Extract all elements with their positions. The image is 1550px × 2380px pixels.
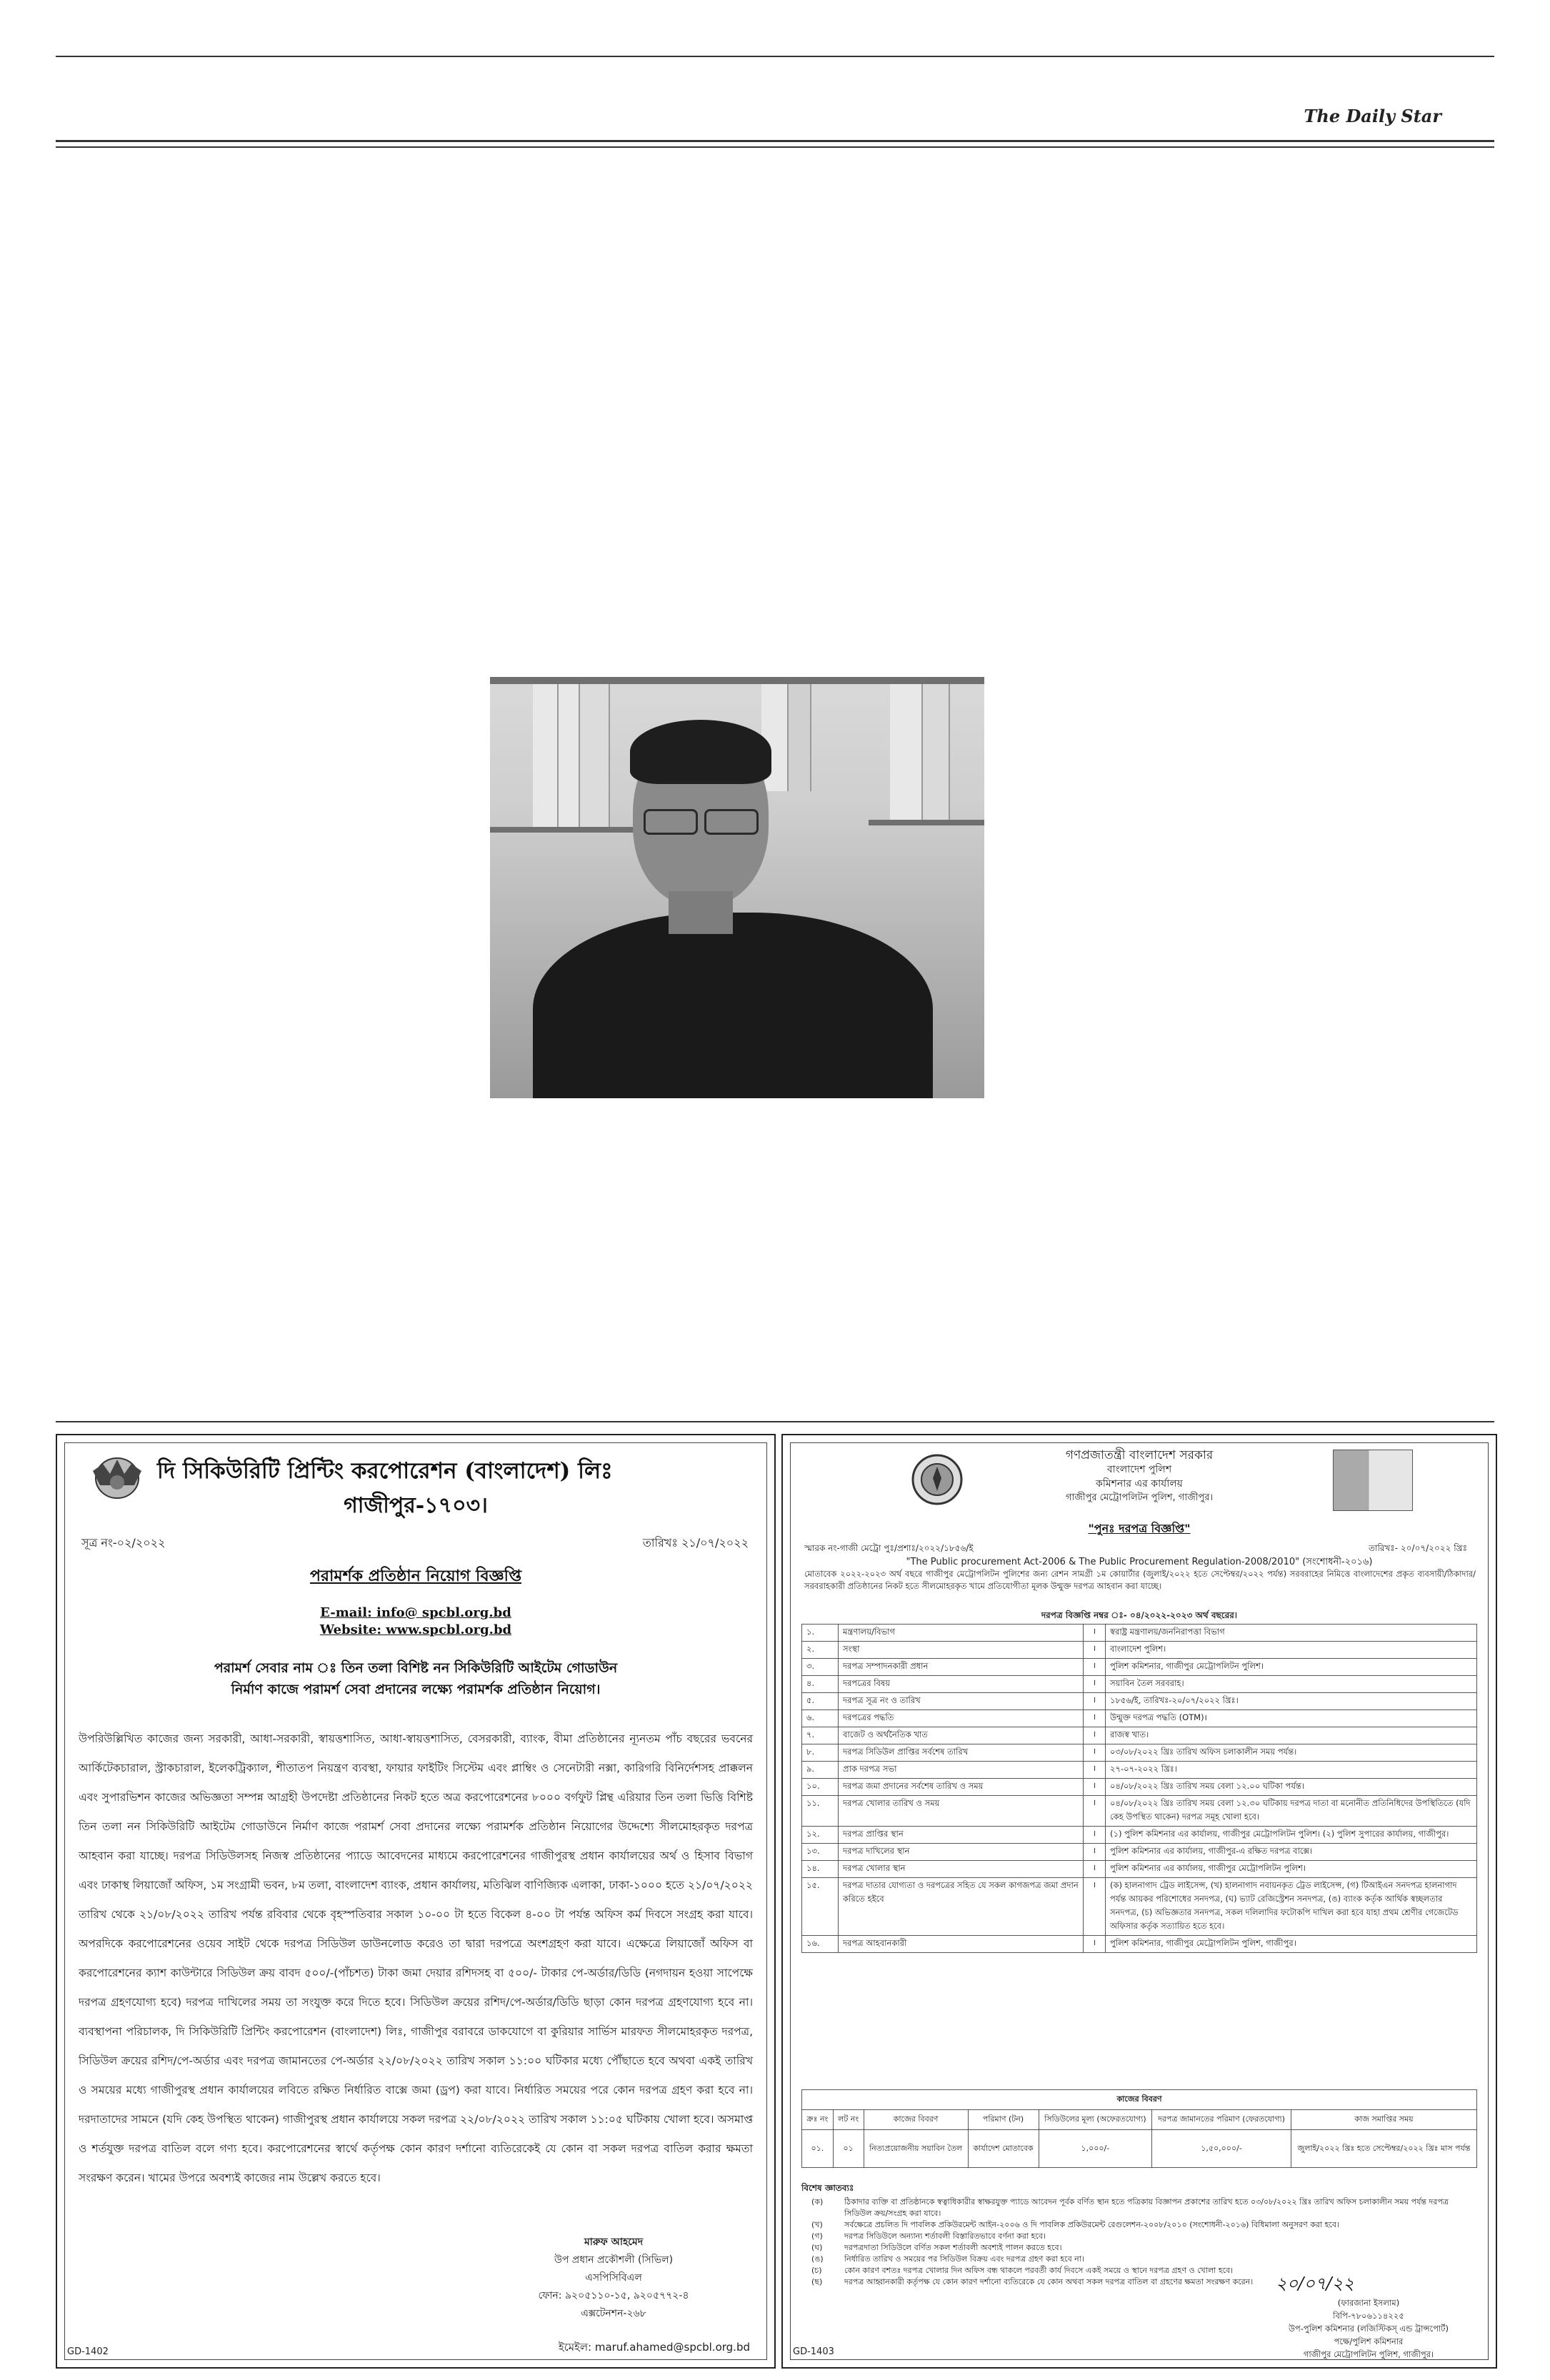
row-value: রাজস্ব খাত। xyxy=(1106,1727,1477,1744)
notice-intro: মোতাবেক ২০২২-২০২৩ অর্থ বছরে গাজীপুর মেট্রোপলিটন পুলিশের জন্য রেশন সামগ্রী ১ম কোয়ার্টার (জুলাই/২০২২ হতে সেপ্টেম্বর/২০২২ পর্যন্ত) সরবরাহের নিমিত্তে বাংলাদেশের প্রকৃত ব্যবসায়ী/ঠিকাদার/সরবরাহকারী প্রতিষ্ঠানের নিকট হতে সীলমোহরকৃত খামে প্রতিযোগীতা মূলক উন্মুক্ত দরপত্র আহবান করা যাচ্ছে। xyxy=(804,1569,1476,1591)
signatory-org: এসপিসিবিএল xyxy=(585,2272,642,2284)
note-item xyxy=(811,2196,1476,2219)
row-value: ০৩/০৮/২০২২ খ্রিঃ তারিখ অফিস চলাকালীন সময় পর্যন্ত। xyxy=(1106,1744,1477,1762)
note-key: (ঘ) xyxy=(811,2243,823,2252)
row-value: সয়াবিন তৈল সরবরাহ। xyxy=(1106,1676,1477,1693)
row-sep: । xyxy=(1084,1878,1106,1936)
row-sep: । xyxy=(1084,1642,1106,1659)
tender-row xyxy=(802,1642,1477,1659)
notice-title: "পুনঃ দরপত্র বিজ্ঞপ্তি" xyxy=(1088,1522,1191,1535)
gov-header-line4: গাজীপুর মেট্রোপলিটন পুলিশ, গাজীপুর। xyxy=(1065,1492,1214,1503)
service-name-line1: পরামর্শ সেবার নাম ঃ তিন তলা বিশিষ্ট নন সিকিউরিটি আইটেম গোডাউন xyxy=(214,1660,618,1676)
note-text: দরপত্র আহ্বানকারী কর্তৃপক্ষ যে কোন কারণ দর্শানো ব্যতিরেকে যে কোন অথবা সকল দরপত্র বাতিল বা গ্রহণের ক্ষমতা সংরক্ষণ করেন। xyxy=(844,2277,1254,2286)
row-value: পুলিশ কমিশনার, গাজীপুর মেট্রোপলিটন পুলিশ। xyxy=(1106,1659,1477,1676)
row-number: ৪. xyxy=(802,1676,839,1693)
tender-row xyxy=(802,1936,1477,1953)
signatory-bp: বিপি-৭৮০৬১১৪২২৫ xyxy=(1333,2311,1404,2321)
tender-row xyxy=(802,1844,1477,1861)
top-rule xyxy=(56,56,1494,57)
row-number: ৯. xyxy=(802,1762,839,1779)
signatory-onbehalf: পক্ষে/পুলিশ কমিশনার xyxy=(1334,2336,1404,2346)
tender-row xyxy=(802,1779,1477,1796)
note-item xyxy=(811,2265,1476,2276)
person-photo-icon xyxy=(490,677,984,1098)
notice-date: তারিখঃ- ২০/০৭/২০২২ খ্রিঃ xyxy=(1368,1543,1467,1553)
items-header-cell: কাজের বিবরণ xyxy=(864,2110,968,2130)
row-sep: । xyxy=(1084,1727,1106,1744)
row-label: দরপত্র প্রাপ্তির স্থান xyxy=(839,1827,1084,1844)
note-text: সর্বক্ষেত্রে প্রচলিত দি পাবলিক প্রকিউরমেন্ট আইন-২০০৬ ও দি পাবলিক প্রকিউরমেন্ট রেগুলেশন-২০০৮/২০১০ (সংশোধনী-২০১৬) বিধিমালা অনুসরণ করা হবে। xyxy=(844,2220,1339,2229)
contact-website: Website: www.spcbl.org.bd xyxy=(319,1622,512,1637)
note-key: (ছ) xyxy=(811,2277,823,2286)
row-label: দরপত্র সম্পাদনকারী প্রধান xyxy=(839,1659,1084,1676)
memo-number: স্মারক নং-গাজী মেট্রো পুঃ/প্রশাঃ/২০২২/১৮৫৬/ই xyxy=(804,1543,974,1553)
row-value: পুলিশ কমিশনার এর কার্যালয়, গাজীপুর মেট্রোপলিটন পুলিশ। xyxy=(1106,1861,1477,1878)
ref-number: সূত্র নং-০২/২০২২ xyxy=(81,1536,166,1550)
row-sep: । xyxy=(1084,1659,1106,1676)
row-value: পুলিশ কমিশনার এর কার্যালয়, গাজীপুর-এ রক্ষিত দরপত্র বাক্সে। xyxy=(1106,1844,1477,1861)
items-cell: ০১. xyxy=(802,2130,834,2168)
notice-body: উপরিউল্লিখিত কাজের জন্য সরকারী, আধা-সরকারী, স্বায়ত্তশাসিত, আধা-স্বায়ত্তশাসিত, বেসরকারী, ব্যাংক, বীমা প্রতিষ্ঠানের ন্যূনতম পাঁচ বছরের ভবনের আর্কিটেকচারাল, স্ট্রাকচারাল, ইলেকট্রিক্যাল, শীতাতপ নিয়ন্ত্রণ ব্যবস্থা, ফায়ার ফাইটিং সিস্টেম এবং প্লাম্বিং ও সেনেটারী নক্সা, কারিগরি বিনির্দেশসহ প্রাক্কলন এবং সুপারভিশন কাজের অভিজ্ঞতা সম্পন্ন আগ্রহী উপদেষ্টা প্রতিষ্ঠানের নিকট হতে অত্র করপোরেশনের ৮০০০ বর্গফুট প্লিন্থ এরিয়ার তিন তলা ভিত্তি বিশিষ্ট তিন তলা নন সিকিউরিটি আইটেম গোডাউনে নির্মাণ কাজে পরামর্শ সেবা প্রদানের লক্ষ্যে পরামর্শক প্রতিষ্ঠান নিয়োগের উদ্দেশ্যে সীলমোহরকৃত দরপত্র আহবান করা যাচ্ছে। দরপত্র সিডিউলসহ নিজস্ব প্রতিষ্ঠানের প্যাডে আবেদনের মাধ্যমে করপোরেশনের গাজীপুরস্থ প্রধান কার্যালয়ের অর্থ ও হিসাব বিভাগ এবং ঢাকাস্থ লিয়াজোঁ অফিস, ১ম সংগ্রামী ভবন, ৮ম তলা, বাংলাদেশ ব্যাংক, প্রধান কার্যালয়, মতিঝিল বাণিজ্যিক এলাকা, ঢাকা-১০০০ হতে ২১/০৭/২০২২ তারিখ থেকে ২১/০৮/২০২২ তারিখ পর্যন্ত রবিবার থেকে বৃহস্পতিবার সকাল ১০-০০ টা হতে বিকেল ৪-০০ টা পর্যন্ত অফিস কর্ম দিবসে সংগ্রহ করা যাবে। অপরদিকে করপোরেশনের ওয়েব সাইট থেকে দরপত্র সিডিউল ডাউনলোড করেও তা দ্বারা দরপত্রে অংশগ্রহণ করা যাবে। এক্ষেত্রে লিয়াজোঁ অফিস বা করপোরেশনের ক্যাশ কাউন্টারে সিডিউল ক্রয় বাবদ ৫০০/-(পাঁচশত) টাকা জমা দেয়ার রশিদসহ বা ৫০০/- টাকার পে-অর্ডার/ডিডি (নগদায়ন হওয়া সাপেক্ষে দরপত্র গ্রহণযোগ্য হবে) দরপত্র দাখিলের সময় তা সংযুক্ত করে দিতে হবে। সিডিউল ক্রয়ের রশিদ/পে-অর্ডার/ডিডি ছাড়া কোন দরপত্র গ্রহণযোগ্য হবে না। ব্যবস্থাপনা পরিচালক, দি সিকিউরিটি প্রিন্টিং করপোরেশন (বাংলাদেশ) লিঃ, গাজীপুর বরাবরে ডাকযোগে বা কুরিয়ার সার্ভিস মারফত সীলমোহরকৃত দরপত্র, সিডিউল ক্রয়ের রশিদ/পে-অর্ডার এবং দরপত্র জামানতের পে-অর্ডার ২২/০৮/২০২২ তারিখ সকাল ১১:০০ ঘটিকার মধ্যে পৌঁছাতে হবে অথবা একই তারিখ ও সময়ের মধ্যে গাজীপুরস্থ প্রধান কার্যালয়ের লবিতে রক্ষিত নির্ধারিত বাক্সে জমা (ড্রপ) করা যাবে। নির্ধারিত সময়ের পরে কোন দরপত্র গ্রহণ করা হবে না। দরদাতাদের সামনে (যদি কেহ উপস্থিত থাকেন) গাজীপুরস্থ প্রধান কার্যালয়ে সকল দরপত্র ২২/০৮/২০২২ তারিখ সকাল ১১:০৫ ঘটিকায় খোলা হবে। অসমাপ্ত ও শর্তযুক্ত দরপত্র বাতিল বলে গণ্য হবে। করপোরেশনের স্বার্থে কর্তৃপক্ষ কোন কারণ দর্শানো ব্যতিরেকেই যে কোন বা সকল দরপত্র বাতিল করার ক্ষমতা সংরক্ষণ করেন। খামের উপরে অবশ্যই কাজের নাম উল্লেখ করতে হবে। xyxy=(79,1732,753,2184)
row-sep: । xyxy=(1084,1779,1106,1796)
org-title: দি সিকিউরিটি প্রিন্টিং করপোরেশন (বাংলাদেশ) লিঃ xyxy=(157,1458,613,1484)
row-sep: । xyxy=(1084,1710,1106,1727)
row-value: স্বরাষ্ট্র মন্ত্রণালয়/জননিরাপত্তা বিভাগ xyxy=(1106,1625,1477,1642)
gov-header-line1: গণপ্রজাতন্ত্রী বাংলাদেশ সরকার xyxy=(1065,1448,1214,1462)
tender-row xyxy=(802,1796,1477,1827)
row-number: ৫. xyxy=(802,1693,839,1710)
work-items-table xyxy=(801,2089,1477,2168)
row-value: ১৮৫৬/ই, তারিখঃ-২০/০৭/২০২২ খ্রিঃ। xyxy=(1106,1693,1477,1710)
signatory-extension: এক্সটেনশন-২৬৮ xyxy=(581,2308,646,2319)
items-cell: ১,০০০/- xyxy=(1039,2130,1152,2168)
row-number: ১১. xyxy=(802,1796,839,1827)
notes-list xyxy=(811,2196,1476,2288)
row-sep: । xyxy=(1084,1844,1106,1861)
tender-row xyxy=(802,1762,1477,1779)
tender-notice-right xyxy=(781,1434,1497,2369)
header-rule-bottom xyxy=(56,146,1494,148)
signatory-block xyxy=(496,2234,731,2323)
row-number: ১৫. xyxy=(802,1878,839,1936)
tender-row xyxy=(802,1710,1477,1727)
row-label: দরপত্রের বিষয় xyxy=(839,1676,1084,1693)
note-item xyxy=(811,2231,1476,2242)
row-value: পুলিশ কমিশনার, গাজীপুর মেট্রোপলিটন পুলিশ, গাজীপুর। xyxy=(1106,1936,1477,1953)
row-label: প্রাক দরপত্র সভা xyxy=(839,1762,1084,1779)
items-cell: নিত্যপ্রয়োজনীয় সয়াবিন তৈল xyxy=(864,2130,968,2168)
items-header-cell: কাজ সমাপ্তির সময় xyxy=(1291,2110,1476,2130)
row-value: ০৪/০৮/২০২২ খ্রিঃ তারিখ সময় বেলা ১২.০০ ঘটিকা পর্যন্ত। xyxy=(1106,1779,1477,1796)
note-key: (গ) xyxy=(811,2231,823,2241)
note-key: (ক) xyxy=(811,2197,824,2206)
notice-date: তারিখঃ ২১/০৭/২০২২ xyxy=(642,1536,749,1550)
notes-title: বিশেষ জ্ঞাতব্যঃ xyxy=(801,2183,854,2193)
row-number: ১৩. xyxy=(802,1844,839,1861)
tender-row xyxy=(802,1827,1477,1844)
row-label: দরপত্র খোলার স্থান xyxy=(839,1861,1084,1878)
row-number: ১২. xyxy=(802,1827,839,1844)
items-caption: কাজের বিবরণ xyxy=(802,2090,1477,2110)
row-label: দরপত্র সিডিউল প্রাপ্তির সর্বশেষ তারিখ xyxy=(839,1744,1084,1762)
items-header-cell: দরপত্র জামানতের পরিমাণ (ফেরতযোগ্য) xyxy=(1152,2110,1291,2130)
signatory-block xyxy=(1254,2296,1483,2361)
row-sep: । xyxy=(1084,1827,1106,1844)
items-cell: জুলাই/২০২২ খ্রিঃ হতে সেপ্টেম্বর/২০২২ খ্রিঃ মাস পর্যন্ত xyxy=(1291,2130,1476,2168)
row-number: ১৬. xyxy=(802,1936,839,1953)
handwritten-signature: ২০/০৭/২২ xyxy=(1276,2274,1354,2294)
items-cell: কার্যাদেশ মোতাবেক xyxy=(968,2130,1039,2168)
row-sep: । xyxy=(1084,1676,1106,1693)
signatory-phone: ফোন: ৯২০৫১১০-১৫, ৯২০৫৭৭২-৪ xyxy=(538,2290,689,2301)
row-label: দরপত্র দাতার যোগ্যতা ও দরপত্রের সহিত যে সকল কাগজপত্র জমা প্রদান করিতে হইবে xyxy=(839,1878,1084,1936)
tender-details-table xyxy=(801,1624,1477,1953)
signatory-office: গাজীপুর মেট্রোপলিটন পুলিশ, গাজীপুর। xyxy=(1303,2349,1434,2359)
note-text: কোন কারণ বশতঃ দরপত্র খোলার দিন অফিস বন্ধ থাকলে পরবর্তী কার্য দিবসে একই সময়ে ও স্থানে দরপত্র গ্রহণ ও খোলা হবে। xyxy=(844,2266,1234,2275)
note-item xyxy=(811,2219,1476,2231)
row-value: উন্মুক্ত দরপত্র পদ্ধতি (OTM)। xyxy=(1106,1710,1477,1727)
row-label: দরপত্র জমা প্রদানের সর্বশেষ তারিখ ও সময় xyxy=(839,1779,1084,1796)
act-reference: "The Public procurement Act-2006 & The Public Procurement Regulation-2008/2010" (সংশোধনী-২০১৬) xyxy=(906,1557,1373,1567)
row-value: (ক) হালনাগাদ ট্রেড লাইসেন্স, (খ) হালনাগাদ নবায়নকৃত ট্রেড লাইসেন্স, (গ) টিআইএন সনদপত্র হালনাগাদ পর্যন্ত আয়কর পরিশোধের সনদপত্র, (ঘ) ভ্যাট রেজিস্ট্রেশন সনদপত্র, (ঙ) ব্যাংক কর্তৃক আর্থিক স্বচ্ছলতার সনদপত্র, (চ) অভিজ্ঞতার সনদপত্র, সকল দলিলাদির ফটোকপি দাখিল করা হবে যাহা প্রথম শ্রেণীর গেজেটেড অফিসার কর্তৃক সত্যায়িত হতে হবে। xyxy=(1106,1878,1477,1936)
row-number: ২. xyxy=(802,1642,839,1659)
gov-header xyxy=(783,1448,1496,1505)
row-number: ৬. xyxy=(802,1710,839,1727)
tender-row xyxy=(802,1861,1477,1878)
row-number: ১৪. xyxy=(802,1861,839,1878)
service-name-line2: নির্মাণ কাজে পরামর্শ সেবা প্রদানের লক্ষ্যে পরামর্শক প্রতিষ্ঠান নিয়োগ। xyxy=(231,1682,601,1697)
tender-number: দরপত্র বিজ্ঞপ্তি নম্বর ঃ- ০৪/২০২২-২০২৩ অর্থ বছরের। xyxy=(1041,1610,1238,1620)
note-key: (খ) xyxy=(811,2220,823,2229)
row-value: বাংলাদেশ পুলিশ। xyxy=(1106,1642,1477,1659)
row-number: ৮. xyxy=(802,1744,839,1762)
note-item xyxy=(811,2276,1476,2288)
row-value: ২৭-০৭-২০২২ খ্রিঃ। xyxy=(1106,1762,1477,1779)
row-number: ৩. xyxy=(802,1659,839,1676)
note-text: দরপত্রদাতা সিডিউলে বর্ণিত সকল শর্তাবলী অবশ্যই পালন করতে হবে। xyxy=(844,2243,1062,2252)
row-label: সংস্থা xyxy=(839,1642,1084,1659)
row-label: দরপত্র দাখিলের স্থান xyxy=(839,1844,1084,1861)
tender-row xyxy=(802,1693,1477,1710)
row-number: ১০. xyxy=(802,1779,839,1796)
note-key: (ঙ) xyxy=(811,2254,824,2264)
tender-row xyxy=(802,1625,1477,1642)
tender-row xyxy=(802,1676,1477,1693)
signatory-title: উপ-পুলিশ কমিশনার (লজিস্টিকস্ এন্ড ট্রান্সপোর্ট) xyxy=(1288,2324,1449,2334)
row-sep: । xyxy=(1084,1861,1106,1878)
note-key: (চ) xyxy=(811,2266,822,2275)
row-sep: । xyxy=(1084,1693,1106,1710)
items-header-cell: লট নং xyxy=(833,2110,864,2130)
note-text: নির্ধারিত তারিখ ও সময়ের পর সিডিউল বিক্রয় এবং দরপত্র গ্রহণ করা হবে না। xyxy=(844,2254,1084,2264)
row-value: (১) পুলিশ কমিশনার এর কার্যালয়, গাজীপুর মেট্রোপলিটন পুলিশ। (২) পুলিশ সুপারের কার্যালয়, গাজীপুর। xyxy=(1106,1827,1477,1844)
signatory-email: ইমেইল: maruf.ahamed@spcbl.org.bd xyxy=(558,2341,750,2354)
items-cell: ১,৫০,০০০/- xyxy=(1152,2130,1291,2168)
note-text: দরপত্র সিডিউলে অন্যান্য শর্তাবলী বিস্তারিতভাবে বর্ণনা করা হবে। xyxy=(844,2231,1046,2241)
row-label: বাজেট ও অর্থনৈতিক খাত xyxy=(839,1727,1084,1744)
row-sep: । xyxy=(1084,1625,1106,1642)
note-item xyxy=(811,2254,1476,2265)
items-header-cell: ক্রঃ নং xyxy=(802,2110,834,2130)
row-label: দরপত্র সূত্র নং ও তারিখ xyxy=(839,1693,1084,1710)
header-rule-top xyxy=(56,140,1494,142)
row-sep: । xyxy=(1084,1762,1106,1779)
section-rule xyxy=(56,1421,1494,1422)
note-item xyxy=(811,2242,1476,2254)
ad-code: GD-1403 xyxy=(793,2346,834,2357)
tender-notice-left xyxy=(56,1434,776,2369)
row-sep: । xyxy=(1084,1796,1106,1827)
items-cell: ০১ xyxy=(833,2130,864,2168)
signatory-name: (ফারজানা ইসলাম) xyxy=(1337,2298,1400,2308)
org-address: গাজীপুর-১৭০৩। xyxy=(344,1493,488,1518)
tender-row xyxy=(802,1744,1477,1762)
row-label: দরপত্রের পদ্ধতি xyxy=(839,1710,1084,1727)
row-label: দরপত্র আহবানকারী xyxy=(839,1936,1084,1953)
row-number: ১. xyxy=(802,1625,839,1642)
signatory-name: মারুফ আহমেদ xyxy=(584,2236,644,2248)
row-label: দরপত্র খোলার তারিখ ও সময় xyxy=(839,1796,1084,1827)
row-value: ০৪/০৮/২০২২ খ্রিঃ তারিখ সময় বেলা ১২.৩০ ঘটিকায় দরপত্র দাতা বা মনোনীত প্রতিনিধিদের উপস্থিতিতে (যদি কেহ উপস্থিত থাকেন) দরপত্র সমূহ খোলা হবে। xyxy=(1106,1796,1477,1827)
signatory-title: উপ প্রধান প্রকৌশলী (সিভিল) xyxy=(554,2254,674,2266)
gov-header-line3: কমিশনার এর কার্যালয় xyxy=(1096,1478,1183,1490)
ad-code: GD-1402 xyxy=(67,2346,109,2357)
gov-header-line2: বাংলাদেশ পুলিশ xyxy=(1106,1464,1172,1475)
note-text: ঠিকাদার ব্যক্তি বা প্রতিষ্ঠানকে স্বত্বাধিকারীর স্বাক্ষরযুক্ত প্যাডে আবেদন পূর্বক বর্ণিত স্থান হতে পত্রিকায় বিজ্ঞাপন প্রকাশের তারিখ হতে ০৩/০৮/২০২২ খ্রিঃ তারিখ অফিস চলাকালীন সময় পর্যন্ত দরপত্র সিডিউল ক্রয়/সংগ্রহ করা যাবে। xyxy=(844,2197,1449,2218)
row-sep: । xyxy=(1084,1744,1106,1762)
items-header-cell: পরিমাণ (টন) xyxy=(968,2110,1039,2130)
row-label: মন্ত্রণালয়/বিভাগ xyxy=(839,1625,1084,1642)
row-number: ৭. xyxy=(802,1727,839,1744)
tender-row xyxy=(802,1878,1477,1936)
notice-title: পরামর্শক প্রতিষ্ঠান নিয়োগ বিজ্ঞপ্তি xyxy=(309,1567,522,1585)
contact-email: E-mail: info@ spcbl.org.bd xyxy=(320,1605,511,1620)
masthead-logo: The Daily Star xyxy=(1304,106,1441,126)
tender-row xyxy=(802,1659,1477,1676)
items-header-cell: সিডিউলের মূল্য (অফেরতযোগ্য) xyxy=(1039,2110,1152,2130)
row-sep: । xyxy=(1084,1936,1106,1953)
tender-row xyxy=(802,1727,1477,1744)
